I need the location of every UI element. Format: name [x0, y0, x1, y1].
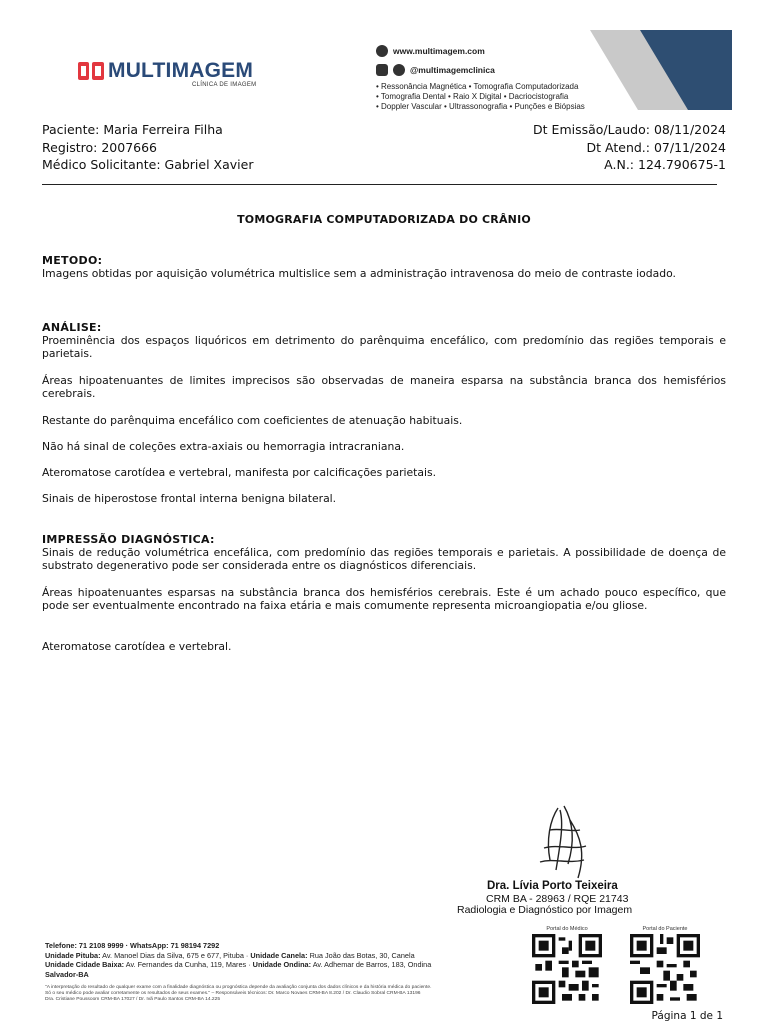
- impressao-paragraph: Ateromatose carotídea e vertebral.: [42, 640, 232, 653]
- disclaimer-line: Só o seu médico pode avaliar corretamente os resultados de seus exames." – Responsáveis técnicos: Dr. Marco Novaes CRM-BA 8.202 / Dr. Claudio Sobral CRM-BA 13196: [45, 991, 421, 997]
- accession-number: A.N.: 124.790675-1: [604, 157, 726, 172]
- footer-contact: [45, 941, 515, 979]
- section-heading-metodo: METODO:: [42, 254, 103, 267]
- qr-doctor-label: Portal do Médico: [546, 926, 588, 932]
- metodo-paragraph: Imagens obtidas por aquisição volumétrica multislice sem a administração intravenosa do meio de contraste iodado.: [42, 267, 676, 280]
- home-icon: [376, 45, 388, 57]
- section-heading-impressao: IMPRESSÃO DIAGNÓSTICA:: [42, 533, 215, 546]
- social-row: [376, 64, 495, 76]
- multimagem-logo-icon: [78, 62, 104, 80]
- footer-disclaimer: [45, 985, 515, 1004]
- analise-paragraph: Sinais de hiperostose frontal interna benigna bilateral.: [42, 492, 337, 505]
- unit-address: Av. Adhemar de Barros, 183, Ondina: [312, 960, 432, 970]
- disclaimer-line: "A interpretação do resultado de qualquer exame com a finalidade diagnóstica ou prognóstica depende da avaliação conjunta dos dados clínicos e da história médica do paciente.: [45, 985, 432, 990]
- brand-subtitle: CLÍNICA DE IMAGEM: [192, 82, 257, 88]
- signer-name: Dra. Lívia Porto Teixeira: [487, 880, 618, 892]
- analise-paragraph: Restante do parênquima encefálico com coeficientes de atenuação habituais.: [42, 414, 463, 427]
- footer-address-line: [45, 960, 515, 970]
- unit-address: Av. Manoel Dias da Silva, 675 e 677, Pituba ·: [102, 950, 249, 960]
- impressao-paragraph: Sinais de redução volumétrica encefálica, com predomínio das regiões temporais e parietais. A possibilidade de doença de substrato degenerativo pode ser considerada entre os diagnósticos diferenciais.: [42, 546, 726, 573]
- unit-label: Unidade Cidade Baixa:: [45, 960, 125, 970]
- services-line: • Doppler Vascular • Ultrassonografia • Punções e Biópsias: [376, 102, 585, 111]
- attendance-date: Dt Atend.: 07/11/2024: [586, 139, 726, 155]
- signer-crm: CRM BA - 28963 / RQE 21743: [486, 893, 629, 905]
- handwritten-signature: [520, 800, 610, 882]
- analise-paragraph: Não há sinal de coleções extra-axiais ou hemorragia intracraniana.: [42, 440, 405, 453]
- website-text: www.multimagem.com: [393, 46, 485, 56]
- analise-paragraph: Áreas hipoatenuantes de limites imprecisos são observadas de maneira esparsa na substância branca dos hemisférios cerebrais.: [42, 374, 726, 401]
- issue-date: Dt Emissão/Laudo: 08/11/2024: [533, 122, 726, 137]
- patient-name: Paciente: Maria Ferreira Filha: [42, 122, 223, 137]
- divider: [42, 184, 717, 185]
- patient-registry: Registro: 2007666: [42, 139, 158, 155]
- website-row: [376, 45, 485, 57]
- requesting-doctor: Médico Solicitante: Gabriel Xavier: [42, 157, 254, 172]
- patient-info: [42, 121, 253, 174]
- social-text: @multimagemclinica: [410, 65, 495, 75]
- signer-specialty: Radiologia e Diagnóstico por Imagem: [457, 904, 633, 916]
- disclaimer-line: Dra. Cristiane Poussoom CRM-BA 17027 / Dr. Ivã Paulo Santos CRM-BA 14.225: [45, 997, 221, 1003]
- footer-city: Salvador-BA: [45, 969, 89, 979]
- header-corner-decoration: [590, 30, 732, 110]
- unit-address: Rua João das Botas, 30, Canela: [309, 950, 415, 960]
- section-heading-analise: ANÁLISE:: [42, 321, 102, 334]
- unit-label: Unidade Canela:: [250, 950, 308, 960]
- services-line: • Ressonância Magnética • Tomografia Computadorizada: [376, 82, 579, 91]
- analise-paragraph: Ateromatose carotídea e vertebral, manifesta por calcificações parietais.: [42, 466, 437, 479]
- instagram-icon: [376, 64, 388, 76]
- services-line: • Tomografia Dental • Raio X Digital • Dacriocistografia: [376, 92, 569, 101]
- footer-address-line: [45, 951, 515, 961]
- qr-code-patient-portal[interactable]: [630, 934, 700, 1004]
- brand-name: MULTIMAGEM: [108, 59, 254, 82]
- analise-paragraph: Proeminência dos espaços liquóricos em detrimento do parênquima encefálico, com predomínio das regiões temporais e parietais.: [42, 334, 726, 361]
- impressao-paragraph: Áreas hipoatenuantes esparsas na substância branca dos hemisférios cerebrais. Este é um achado pouco específico, que pode ser eventualmente encontrado na faixa etária e mais comumente representa microangiopatia e/ou gliose.: [42, 586, 726, 613]
- exam-dates: [533, 121, 726, 174]
- unit-label: Unidade Ondina:: [252, 960, 312, 970]
- unit-label: Unidade Pituba:: [45, 950, 101, 960]
- page-number: Página 1 de 1: [651, 1010, 723, 1022]
- footer-phone: Telefone: 71 2108 9999 · WhatsApp: 71 98194 7292: [45, 941, 220, 950]
- unit-address: Av. Fernandes da Cunha, 119, Mares ·: [125, 960, 251, 970]
- report-title: TOMOGRAFIA COMPUTADORIZADA DO CRÂNIO: [237, 213, 531, 226]
- qr-patient-label: Portal do Paciente: [642, 926, 688, 932]
- qr-code-doctor-portal[interactable]: [532, 934, 602, 1004]
- facebook-icon: [393, 64, 405, 76]
